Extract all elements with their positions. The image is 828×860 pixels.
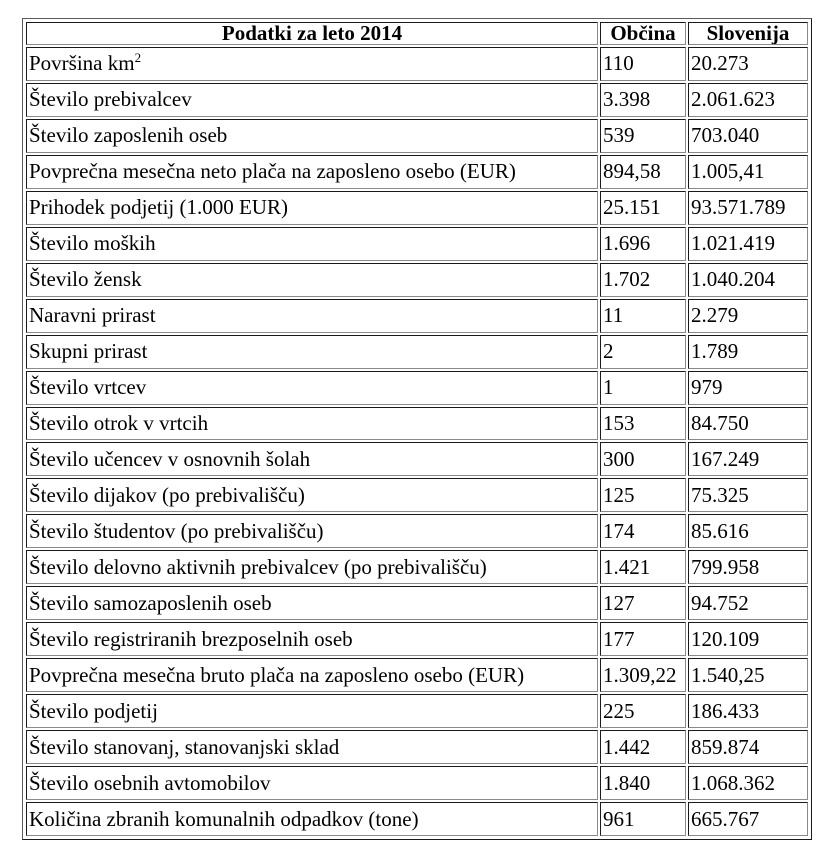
- slovenija-value-cell: 93.571.789: [688, 191, 808, 225]
- obcina-value-cell: 11: [600, 299, 686, 333]
- row-label: Število prebivalcev: [29, 87, 192, 112]
- statistics-table: [24, 20, 810, 838]
- table-row: [26, 694, 808, 728]
- slovenija-value-cell: 85.616: [688, 514, 808, 548]
- row-label-cell: [26, 658, 598, 692]
- column-header-indicator: Podatki za leto 2014: [26, 22, 598, 45]
- slovenija-value-cell: 167.249: [688, 442, 808, 476]
- row-label-cell: [26, 407, 598, 441]
- row-label-cell: [26, 514, 598, 548]
- row-label-cell: [26, 586, 598, 620]
- obcina-value-cell: 177: [600, 622, 686, 656]
- row-label-cell: [26, 442, 598, 476]
- slovenija-value-cell: 703.040: [688, 119, 808, 153]
- row-label: Prihodek podjetij (1.000 EUR): [29, 195, 288, 220]
- row-label: Povprečna mesečna bruto plača na zaposleno osebo (EUR): [29, 662, 525, 687]
- table-body: [26, 47, 808, 836]
- slovenija-value-cell: 2.279: [688, 299, 808, 333]
- table-row: [26, 371, 808, 405]
- table-row: [26, 335, 808, 369]
- row-label-cell: [26, 622, 598, 656]
- obcina-value-cell: 110: [600, 47, 686, 81]
- table-row: [26, 550, 808, 584]
- row-label: Število dijakov (po prebivališču): [29, 482, 305, 507]
- row-label-cell: [26, 155, 598, 189]
- slovenija-value-cell: 1.040.204: [688, 263, 808, 297]
- row-label: Število moških: [29, 231, 156, 256]
- obcina-value-cell: 127: [600, 586, 686, 620]
- table-row: [26, 191, 808, 225]
- row-label-cell: [26, 694, 598, 728]
- obcina-value-cell: 225: [600, 694, 686, 728]
- row-label-cell: [26, 119, 598, 153]
- column-header-obcina: Občina: [600, 22, 686, 45]
- slovenija-value-cell: 1.021.419: [688, 227, 808, 261]
- slovenija-value-cell: 20.273: [688, 47, 808, 81]
- row-label: Število zaposlenih oseb: [29, 123, 228, 148]
- slovenija-value-cell: 186.433: [688, 694, 808, 728]
- obcina-value-cell: 1.696: [600, 227, 686, 261]
- statistics-table-frame: [22, 18, 812, 840]
- slovenija-value-cell: 75.325: [688, 478, 808, 512]
- obcina-value-cell: 539: [600, 119, 686, 153]
- row-label: Število podjetij: [29, 698, 158, 723]
- table-row: [26, 227, 808, 261]
- slovenija-value-cell: 1.068.362: [688, 766, 808, 800]
- obcina-value-cell: 25.151: [600, 191, 686, 225]
- row-label-superscript: 2: [134, 50, 142, 66]
- row-label: Naravni prirast: [29, 303, 156, 328]
- obcina-value-cell: 1: [600, 371, 686, 405]
- row-label-cell: [26, 47, 598, 81]
- row-label: Število delovno aktivnih prebivalcev (po prebivališču): [29, 554, 487, 579]
- row-label-cell: [26, 227, 598, 261]
- slovenija-value-cell: 1.789: [688, 335, 808, 369]
- obcina-value-cell: 174: [600, 514, 686, 548]
- slovenija-value-cell: 2.061.623: [688, 83, 808, 117]
- row-label-cell: [26, 335, 598, 369]
- row-label: Količina zbranih komunalnih odpadkov (tone): [29, 806, 419, 831]
- slovenija-value-cell: 859.874: [688, 730, 808, 764]
- row-label: Število osebnih avtomobilov: [29, 770, 271, 795]
- obcina-value-cell: 894,58: [600, 155, 686, 189]
- obcina-value-cell: 1.421: [600, 550, 686, 584]
- row-label-cell: [26, 766, 598, 800]
- table-row: [26, 802, 808, 836]
- table-row: [26, 442, 808, 476]
- table-row: [26, 263, 808, 297]
- table-row: [26, 586, 808, 620]
- obcina-value-cell: 1.702: [600, 263, 686, 297]
- row-label: Število učencev v osnovnih šolah: [29, 446, 311, 471]
- row-label: Povprečna mesečna neto plača na zaposleno osebo (EUR): [29, 159, 516, 184]
- table-row: [26, 658, 808, 692]
- table-row: [26, 622, 808, 656]
- slovenija-value-cell: 120.109: [688, 622, 808, 656]
- row-label: Število študentov (po prebivališču): [29, 518, 324, 543]
- obcina-value-cell: 1.442: [600, 730, 686, 764]
- row-label-cell: [26, 730, 598, 764]
- obcina-value-cell: 153: [600, 407, 686, 441]
- row-label-cell: [26, 371, 598, 405]
- row-label: Število samozaposlenih oseb: [29, 590, 272, 615]
- table-row: [26, 155, 808, 189]
- slovenija-value-cell: 1.540,25: [688, 658, 808, 692]
- slovenija-value-cell: 799.958: [688, 550, 808, 584]
- row-label: Število vrtcev: [29, 375, 147, 400]
- obcina-value-cell: 961: [600, 802, 686, 836]
- row-label-cell: [26, 191, 598, 225]
- row-label-cell: [26, 299, 598, 333]
- table-row: [26, 47, 808, 81]
- row-label: Število stanovanj, stanovanjski sklad: [29, 734, 340, 759]
- slovenija-value-cell: 84.750: [688, 407, 808, 441]
- table-row: [26, 514, 808, 548]
- row-label: Število registriranih brezposelnih oseb: [29, 626, 353, 651]
- slovenija-value-cell: 979: [688, 371, 808, 405]
- obcina-value-cell: 300: [600, 442, 686, 476]
- row-label: Skupni prirast: [29, 339, 148, 364]
- table-row: [26, 119, 808, 153]
- table-row: [26, 299, 808, 333]
- obcina-value-cell: 1.840: [600, 766, 686, 800]
- obcina-value-cell: 3.398: [600, 83, 686, 117]
- obcina-value-cell: 1.309,22: [600, 658, 686, 692]
- table-header-row: [26, 22, 808, 45]
- row-label: Površina km: [29, 51, 135, 76]
- row-label: Število otrok v vrtcih: [29, 411, 209, 435]
- column-header-slovenija: Slovenija: [688, 22, 808, 45]
- table-row: [26, 407, 808, 441]
- table-row: [26, 83, 808, 117]
- row-label-cell: [26, 478, 598, 512]
- row-label-cell: [26, 83, 598, 117]
- row-label: Število žensk: [29, 267, 142, 292]
- table-row: [26, 730, 808, 764]
- slovenija-value-cell: 94.752: [688, 586, 808, 620]
- row-label-cell: [26, 802, 598, 836]
- obcina-value-cell: 2: [600, 335, 686, 369]
- slovenija-value-cell: 665.767: [688, 802, 808, 836]
- row-label-cell: [26, 263, 598, 297]
- slovenija-value-cell: 1.005,41: [688, 155, 808, 189]
- obcina-value-cell: 125: [600, 478, 686, 512]
- table-row: [26, 766, 808, 800]
- row-label-cell: [26, 550, 598, 584]
- table-row: [26, 478, 808, 512]
